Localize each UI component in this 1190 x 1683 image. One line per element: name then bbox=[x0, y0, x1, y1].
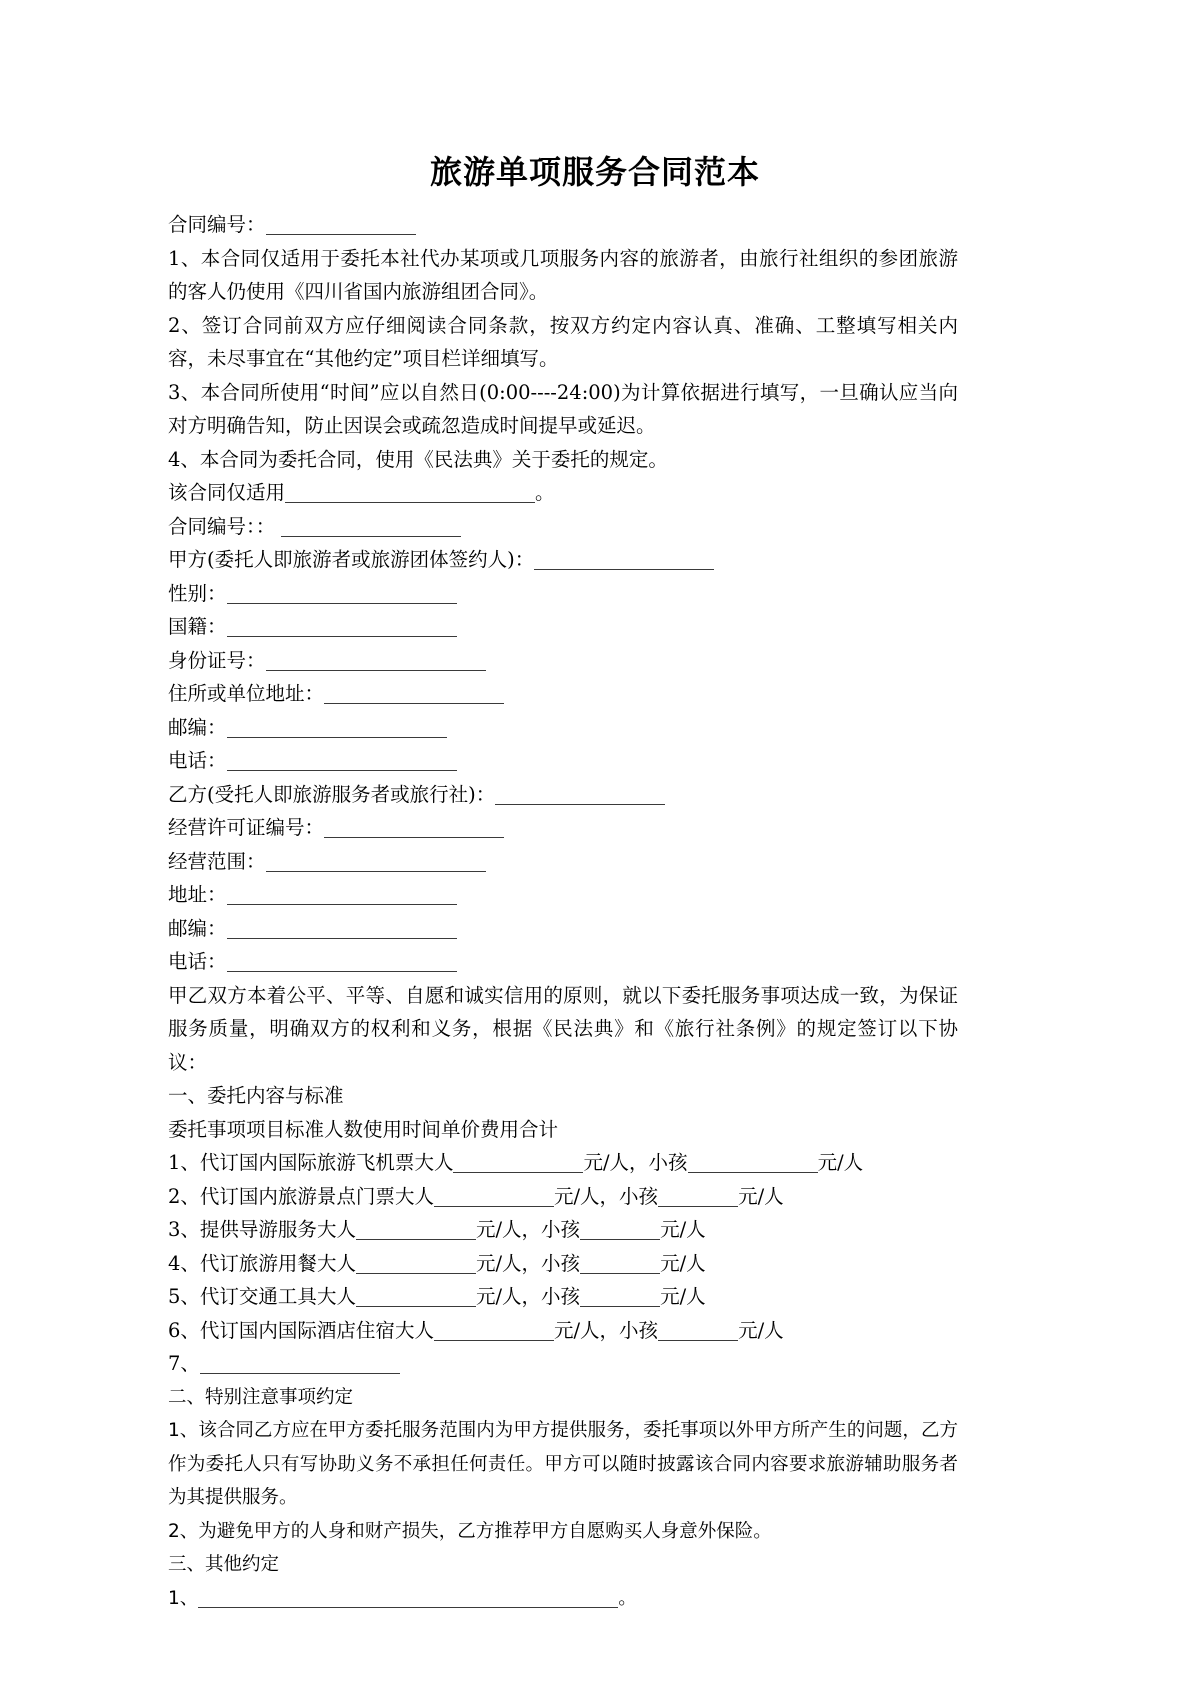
party-b-field-license-no-label: 经营许可证编号： bbox=[168, 816, 325, 839]
party-b-field-postcode-blank[interactable] bbox=[227, 919, 457, 939]
service-item-child-price-blank[interactable] bbox=[580, 1220, 660, 1240]
service-item-child-label: 小孩 bbox=[619, 1184, 659, 1208]
section-three-item-row bbox=[168, 1582, 958, 1616]
page-title: 旅游单项服务合同范本 bbox=[429, 153, 760, 191]
party-b-field-scope-blank[interactable] bbox=[266, 852, 486, 872]
section-one-heading: 一、委托内容与标准 bbox=[168, 1084, 344, 1107]
party-b-field-address-blank[interactable] bbox=[227, 885, 457, 905]
preamble-item-2: 2、签订合同前双方应仔细阅读合同条款，按双方约定内容认真、准确、工整填写相关内容，未尽事宜在“其他约定”项目栏详细填写。 bbox=[168, 313, 958, 370]
service-item-adult-unit: 元/人 bbox=[553, 1318, 600, 1342]
service-item-adult-label: 大人 bbox=[414, 1151, 454, 1174]
service-item-blank-no: 7、 bbox=[168, 1352, 200, 1375]
applicable-scope-blank[interactable] bbox=[285, 483, 535, 503]
service-item-child-price-blank[interactable] bbox=[580, 1287, 660, 1307]
service-item-adult-unit: 元/人 bbox=[475, 1218, 522, 1241]
section-three-item-blank[interactable] bbox=[198, 1588, 618, 1608]
party-a-field-address bbox=[168, 677, 958, 711]
service-item-child-unit: 元/人 bbox=[738, 1318, 784, 1342]
party-a-field-phone-blank[interactable] bbox=[227, 751, 457, 771]
party-b-field-phone-blank[interactable] bbox=[227, 952, 457, 972]
section-two-heading: 二、特别注意事项约定 bbox=[168, 1386, 354, 1408]
section-two-clause-1: 1、该合同乙方应在甲方委托服务范围内为甲方提供服务，委托事项以外甲方所产生的问题，乙方作为委托人只有写协助义务不承担任何责任。甲方可以随时披露该合同内容要求旅游辅助服务者为其提供服务。 bbox=[168, 1420, 958, 1508]
party-b-field-phone-label: 电话： bbox=[168, 950, 227, 973]
applicable-scope-label: 该合同仅适用 bbox=[168, 481, 286, 504]
party-a-field-nationality-blank[interactable] bbox=[227, 617, 457, 637]
party-b-field-address-label: 地址： bbox=[168, 883, 227, 906]
service-item-adult-price-blank[interactable] bbox=[453, 1153, 583, 1173]
party-b-field-scope-label: 经营范围： bbox=[168, 849, 266, 873]
service-item-comma: ， bbox=[599, 1184, 620, 1208]
service-item-adult-price-blank[interactable] bbox=[434, 1187, 554, 1207]
service-item-adult-unit: 元/人 bbox=[583, 1151, 630, 1174]
party-a-field-gender-blank[interactable] bbox=[227, 584, 457, 604]
service-item-no: 6、 bbox=[168, 1318, 200, 1342]
service-item-adult-price-blank[interactable] bbox=[356, 1220, 476, 1240]
service-item-row bbox=[168, 1247, 958, 1281]
service-item-child-price-blank[interactable] bbox=[658, 1187, 738, 1207]
service-item-adult-price-blank[interactable] bbox=[356, 1287, 476, 1307]
service-item-blank-line[interactable] bbox=[200, 1354, 400, 1374]
service-item-child-label: 小孩 bbox=[541, 1285, 581, 1308]
contract-number-blank[interactable] bbox=[266, 215, 416, 235]
service-item-adult-label: 大人 bbox=[316, 1251, 356, 1275]
service-item-name: 代订国内国际酒店住宿 bbox=[199, 1318, 395, 1342]
service-item-adult-label: 大人 bbox=[316, 1218, 356, 1241]
party-a-field-postcode bbox=[168, 711, 958, 745]
party-a-field-id-number-blank[interactable] bbox=[266, 651, 486, 671]
party-b-field-postcode-label: 邮编： bbox=[168, 916, 227, 940]
contract-number-blank-2[interactable] bbox=[281, 517, 461, 537]
service-item-child-label: 小孩 bbox=[648, 1151, 688, 1174]
section-three-heading: 三、其他约定 bbox=[168, 1554, 280, 1575]
service-item-child-unit: 元/人 bbox=[817, 1151, 864, 1174]
service-item-no: 4、 bbox=[168, 1251, 200, 1275]
service-item-child-price-blank[interactable] bbox=[658, 1321, 738, 1341]
service-item-adult-unit: 元/人 bbox=[475, 1285, 522, 1308]
party-a-field-nationality-label: 国籍： bbox=[168, 615, 227, 638]
service-item-child-label: 小孩 bbox=[541, 1251, 581, 1275]
service-item-no: 2、 bbox=[168, 1184, 200, 1208]
document-body bbox=[168, 208, 958, 1615]
party-a-heading-line bbox=[168, 543, 958, 577]
contract-number-label-2: 合同编号：： bbox=[168, 514, 276, 538]
party-b-heading-line bbox=[168, 778, 958, 812]
service-item-comma: ， bbox=[629, 1151, 649, 1174]
party-a-field-address-label: 住所或单位地址： bbox=[168, 682, 325, 705]
section-one-column-header: 委托事项项目标准人数使用时间单价费用合计 bbox=[168, 1117, 559, 1141]
party-b-field-license-no bbox=[168, 811, 958, 845]
service-item-child-unit: 元/人 bbox=[738, 1184, 784, 1208]
party-a-field-id-number bbox=[168, 644, 958, 678]
contract-number-label: 合同编号： bbox=[168, 213, 266, 236]
service-item-comma: ， bbox=[521, 1218, 542, 1241]
party-b-field-phone bbox=[168, 945, 958, 979]
party-a-field-gender-label: 性别： bbox=[168, 581, 227, 605]
service-item-adult-unit: 元/人 bbox=[475, 1251, 522, 1275]
party-b-field-scope bbox=[168, 845, 958, 879]
service-item-row bbox=[168, 1314, 958, 1348]
service-item-row bbox=[168, 1180, 958, 1214]
party-a-name-blank[interactable] bbox=[534, 550, 714, 570]
party-a-heading-label: 甲方(委托人即旅游者或旅游团体签约人)： bbox=[168, 548, 535, 571]
party-a-field-postcode-label: 邮编： bbox=[168, 715, 227, 739]
section-three-item-no: 1、 bbox=[168, 1587, 199, 1609]
service-item-no: 5、 bbox=[168, 1285, 200, 1308]
service-item-name: 代订交通工具 bbox=[199, 1285, 317, 1308]
service-item-adult-price-blank[interactable] bbox=[356, 1254, 476, 1274]
service-item-no: 3、 bbox=[168, 1218, 200, 1241]
service-item-adult-label: 大人 bbox=[316, 1285, 356, 1308]
service-item-child-unit: 元/人 bbox=[660, 1218, 706, 1241]
party-a-field-phone bbox=[168, 744, 958, 778]
service-item-child-price-blank[interactable] bbox=[580, 1254, 660, 1274]
service-item-name: 代订旅游用餐 bbox=[199, 1251, 317, 1275]
service-item-child-unit: 元/人 bbox=[660, 1285, 706, 1308]
service-item-child-price-blank[interactable] bbox=[688, 1153, 818, 1173]
service-item-adult-unit: 元/人 bbox=[553, 1184, 600, 1208]
service-item-row bbox=[168, 1146, 958, 1180]
contract-number-line bbox=[168, 208, 958, 242]
applicable-scope-suffix: 。 bbox=[535, 481, 555, 504]
party-b-field-address bbox=[168, 878, 958, 912]
service-item-adult-label: 大人 bbox=[394, 1318, 434, 1342]
party-b-heading-label: 乙方(受托人即旅游服务者或旅行社)： bbox=[168, 782, 496, 806]
section-three-item-suffix: 。 bbox=[618, 1587, 637, 1609]
service-item-adult-price-blank[interactable] bbox=[434, 1321, 554, 1341]
service-item-child-label: 小孩 bbox=[619, 1318, 659, 1342]
contract-number-line-2 bbox=[168, 510, 958, 544]
service-item-adult-label: 大人 bbox=[394, 1184, 434, 1208]
service-item-name: 提供导游服务 bbox=[199, 1218, 317, 1241]
section-two-clause-2: 2、为避免甲方的人身和财产损失，乙方推荐甲方自愿购买人身意外保险。 bbox=[168, 1520, 772, 1542]
service-item-comma: ， bbox=[521, 1285, 542, 1308]
service-item-row bbox=[168, 1213, 958, 1247]
recital-paragraph: 甲乙双方本着公平、平等、自愿和诚实信用的原则，就以下委托服务事项达成一致，为保证服务质量，明确双方的权利和义务，根据《民法典》和《旅行社条例》的规定签订以下协议： bbox=[168, 983, 958, 1074]
party-a-field-nationality bbox=[168, 610, 958, 644]
applicable-scope-line bbox=[168, 476, 958, 510]
party-a-field-address-blank[interactable] bbox=[324, 684, 504, 704]
service-item-blank-row bbox=[168, 1347, 958, 1381]
service-item-comma: ， bbox=[599, 1318, 620, 1342]
party-b-field-license-no-blank[interactable] bbox=[324, 818, 504, 838]
service-item-name: 代订国内国际旅游飞机票 bbox=[199, 1151, 415, 1174]
service-item-no: 1、 bbox=[168, 1151, 200, 1174]
service-item-row bbox=[168, 1280, 958, 1314]
service-item-child-label: 小孩 bbox=[541, 1218, 581, 1241]
preamble-item-1: 1、本合同仅适用于委托本社代办某项或几项服务内容的旅游者，由旅行社组织的参团旅游的客人仍使用《四川省国内旅游组团合同》。 bbox=[168, 246, 958, 303]
party-b-name-blank[interactable] bbox=[495, 785, 665, 805]
service-item-name: 代订国内旅游景点门票 bbox=[199, 1184, 395, 1208]
party-a-field-id-number-label: 身份证号： bbox=[168, 648, 266, 672]
service-item-comma: ， bbox=[521, 1251, 542, 1275]
party-a-field-postcode-blank[interactable] bbox=[227, 718, 447, 738]
preamble-item-4: 4、本合同为委托合同，使用《民法典》关于委托的规定。 bbox=[168, 447, 668, 471]
service-item-child-unit: 元/人 bbox=[660, 1251, 706, 1275]
party-a-field-phone-label: 电话： bbox=[168, 749, 227, 772]
preamble-item-3: 3、本合同所使用“时间”应以自然日(0:00----24:00)为计算依据进行填写，一旦确认应当向对方明确告知，防止因误会或疏忽造成时间提早或延迟。 bbox=[168, 380, 958, 437]
party-b-field-postcode bbox=[168, 912, 958, 946]
party-a-field-gender bbox=[168, 577, 958, 611]
